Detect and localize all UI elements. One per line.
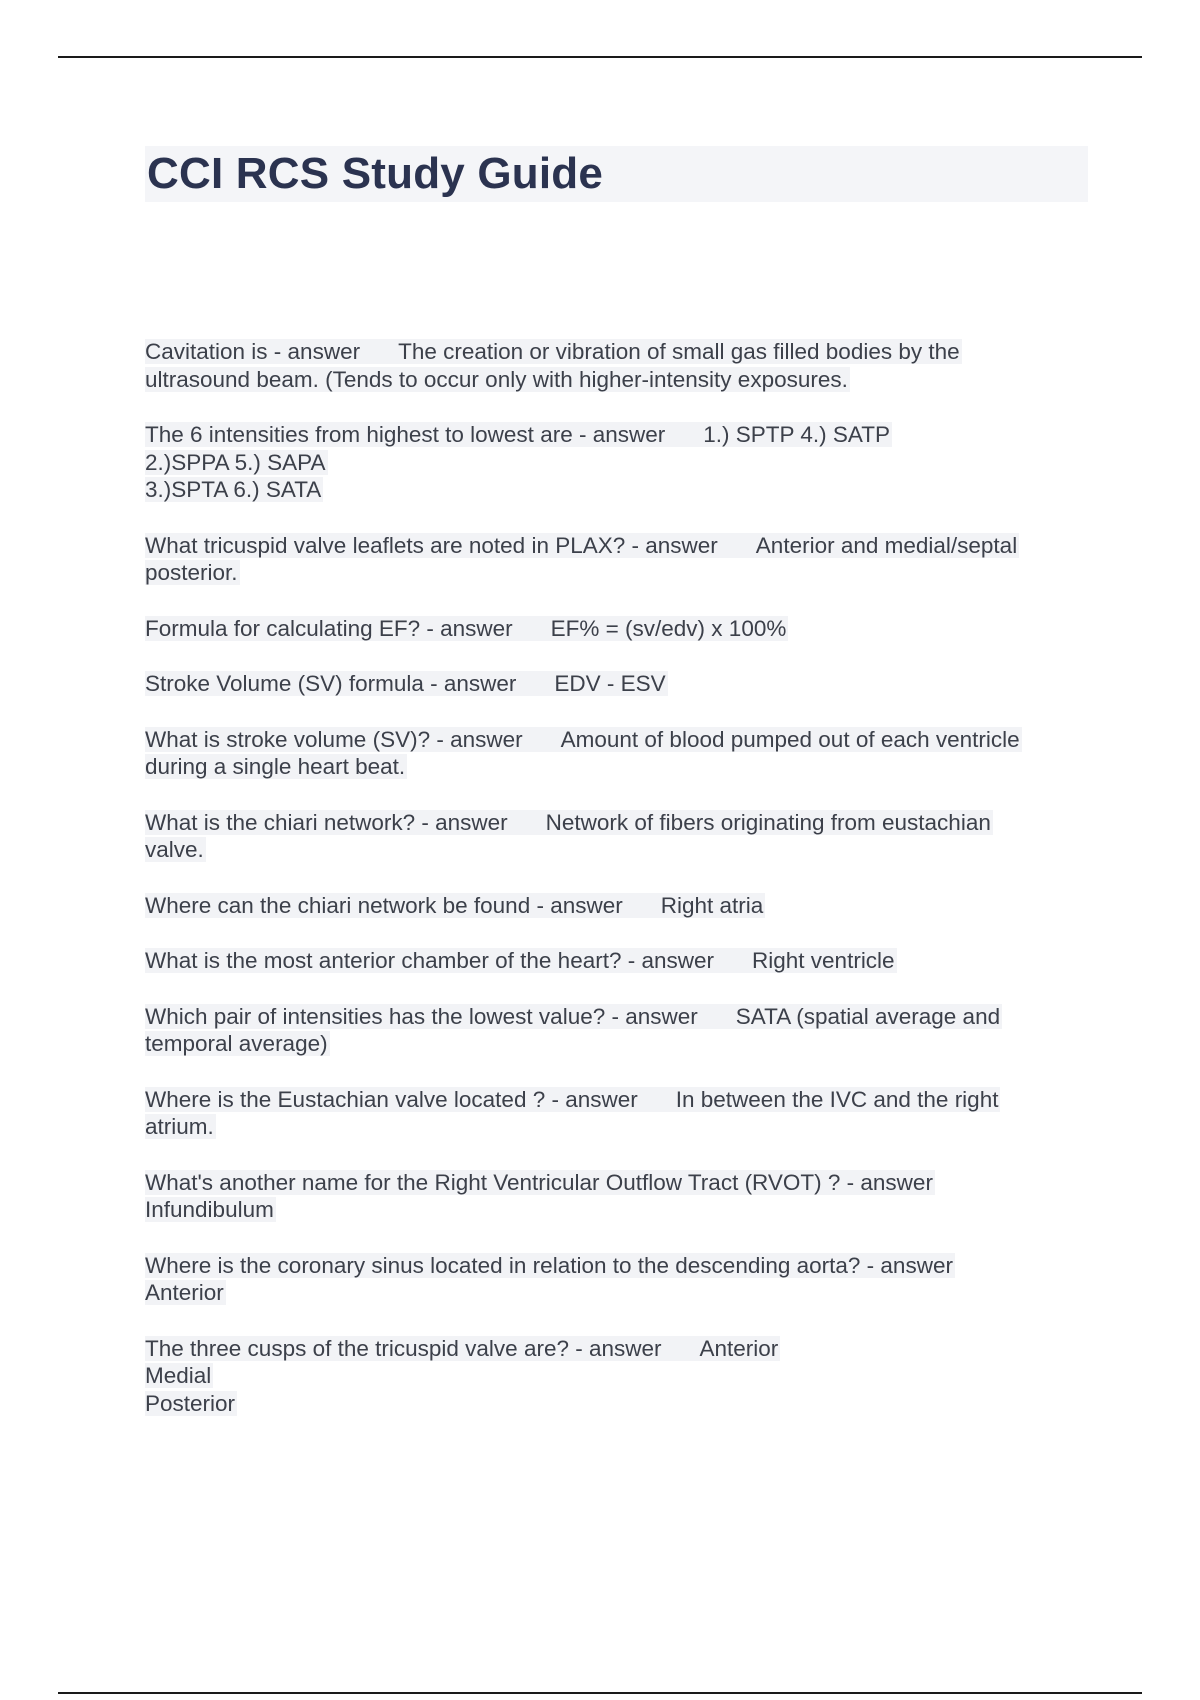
answer-text: ultrasound beam. (Tends to occur only with higher-intensity exposures. [145,366,848,392]
qa-item [145,670,1095,698]
qa-item [145,947,1095,975]
question-text: Where can the chiari network be found - answer [145,892,623,918]
top-rule [58,56,1142,58]
question-text: The 6 intensities from highest to lowest are - answer [145,422,666,447]
question-text: Where is the coronary sinus located in relation to the descending aorta? - answer [145,1252,953,1278]
answer-text: Anterior and medial/septal [755,532,1018,558]
qa-line [145,559,1095,587]
qa-line [145,726,1095,754]
question-text: What's another name for the Right Ventricular Outflow Tract (RVOT) ? - answer [145,1169,933,1195]
answer-text: Anterior [699,1335,779,1361]
qa-line [145,1113,1095,1141]
question-text: Stroke Volume (SV) formula - answer [145,671,517,696]
qa-line-highlight [145,1280,226,1305]
answer-text: 3.)SPTA 6.) SATA [145,477,322,502]
answer-text: Right ventricle [752,948,895,973]
question-text: Cavitation is - answer [145,339,361,364]
qa-item [145,1335,1095,1418]
qa-line-highlight [145,948,897,973]
qa-line [145,1169,1095,1197]
qa-line [145,1362,1095,1390]
answer-text: 1.) SPTP 4.) SATP [703,422,890,447]
qa-line [145,1003,1095,1031]
qa-line-highlight [145,367,850,392]
qa-line-highlight [145,1170,935,1195]
qa-item [145,1169,1095,1224]
qa-line-highlight [145,477,323,502]
qa-line [145,476,1095,504]
qa-line [145,836,1095,864]
qa-line [145,615,1095,643]
answer-text: valve. [145,837,204,862]
qa-line-highlight [145,1363,213,1388]
qa-line-highlight [145,339,962,364]
qa-item [145,892,1095,920]
question-text: Where is the Eustachian valve located ? - answer [145,1086,638,1112]
answer-text: temporal average) [145,1031,328,1056]
answer-text: SATA (spatial average and [735,1003,1001,1029]
qa-line-highlight [145,837,206,862]
qa-line [145,1252,1095,1280]
answer-text: Infundibulum [145,1197,274,1222]
bottom-rule [58,1692,1142,1694]
answer-text: EF% = (sv/edv) x 100% [550,615,787,641]
qa-line-highlight [145,450,328,475]
qa-line [145,449,1095,477]
qa-line [145,892,1095,920]
qa-line [145,366,1095,394]
qa-line [145,1086,1095,1114]
qa-line [145,753,1095,781]
qa-list [145,338,1095,1445]
question-text: What is the most anterior chamber of the heart? - answer [145,948,715,973]
qa-line-highlight [145,560,240,585]
qa-line [145,670,1095,698]
qa-line [145,1030,1095,1058]
qa-line [145,532,1095,560]
question-text: Formula for calculating EF? - answer [145,615,513,641]
qa-item [145,1003,1095,1058]
qa-line-highlight [145,754,407,779]
qa-line-highlight [145,1004,1002,1029]
question-text: What tricuspid valve leaflets are noted in PLAX? - answer [145,532,718,558]
qa-line [145,1279,1095,1307]
qa-item [145,1252,1095,1307]
qa-line [145,947,1095,975]
answer-text: posterior. [145,560,238,585]
qa-line-highlight [145,1087,1000,1112]
qa-line-highlight [145,1197,276,1222]
answer-text: Anterior [145,1280,224,1305]
answer-text: EDV - ESV [554,671,666,696]
qa-line-highlight [145,810,993,835]
qa-line-highlight [145,616,788,641]
qa-item [145,532,1095,587]
answer-text: Posterior [145,1390,236,1416]
question-text: Which pair of intensities has the lowest value? - answer [145,1003,698,1029]
qa-line [145,1390,1095,1418]
answer-text: 2.)SPPA 5.) SAPA [145,449,326,475]
question-text: What is stroke volume (SV)? - answer [145,726,523,752]
answer-text: during a single heart beat. [145,754,406,779]
qa-item [145,615,1095,643]
qa-line-highlight [145,671,668,696]
answer-text: Right atria [660,892,764,918]
qa-item [145,809,1095,864]
answer-text: Medial [145,1363,212,1388]
qa-line-highlight [145,727,1022,752]
qa-item [145,421,1095,504]
qa-line [145,809,1095,837]
qa-line-highlight [145,533,1019,558]
qa-line [145,1196,1095,1224]
answer-text: In between the IVC and the right [675,1086,999,1112]
qa-line-highlight [145,422,892,447]
qa-line-highlight [145,1253,955,1278]
qa-item [145,726,1095,781]
qa-item [145,1086,1095,1141]
question-text: What is the chiari network? - answer [145,809,508,835]
qa-line [145,338,1095,366]
qa-line-highlight [145,1114,216,1139]
qa-line [145,1335,1095,1363]
question-text: The three cusps of the tricuspid valve are? - answer [145,1335,662,1361]
qa-line-highlight [145,1336,780,1361]
page-title: CCI RCS Study Guide [147,149,604,198]
answer-text: atrium. [145,1114,214,1139]
qa-line-highlight [145,1391,237,1416]
answer-text: Amount of blood pumped out of each ventricle [560,726,1020,752]
qa-line-highlight [145,893,765,918]
answer-text: The creation or vibration of small gas filled bodies by the [398,339,960,364]
qa-line [145,421,1095,449]
answer-text: Network of fibers originating from eustachian [545,809,991,835]
qa-item [145,338,1095,393]
qa-line-highlight [145,1031,330,1056]
title-block [145,146,1088,202]
